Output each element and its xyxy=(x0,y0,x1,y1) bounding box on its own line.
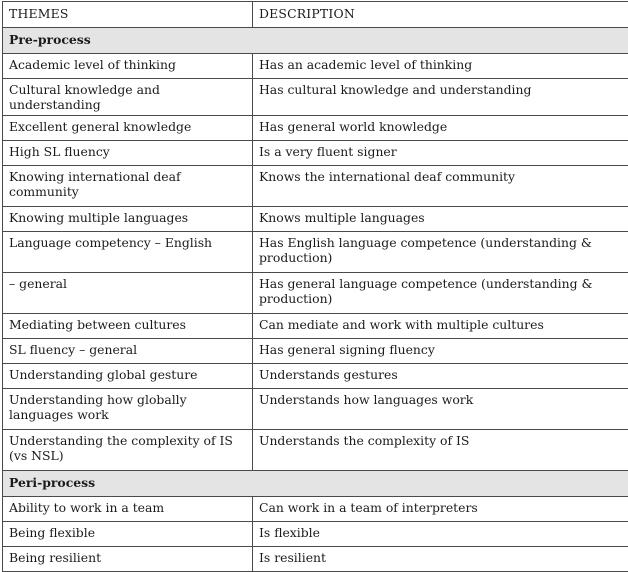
theme-cell: Knowing multiple languages xyxy=(3,207,253,232)
table-row xyxy=(3,497,628,522)
theme-cell: High SL fluency xyxy=(3,141,253,166)
section-title: Peri-process xyxy=(3,471,628,497)
theme-cell: Mediating between cultures xyxy=(3,314,253,339)
table-row xyxy=(3,79,628,116)
table-row xyxy=(3,547,628,572)
table-row xyxy=(3,232,628,273)
themes-table xyxy=(2,1,628,572)
theme-cell: Knowing international deaf community xyxy=(3,166,253,207)
theme-cell: Cultural knowledge and understanding xyxy=(3,79,253,116)
table-row xyxy=(3,430,628,471)
table-row xyxy=(3,314,628,339)
description-cell: Has an academic level of thinking xyxy=(253,54,628,79)
description-column-header: DESCRIPTION xyxy=(253,2,628,28)
description-cell: Is flexible xyxy=(253,522,628,547)
section-title: Pre-process xyxy=(3,28,628,54)
description-cell: Knows the international deaf community xyxy=(253,166,628,207)
theme-cell: Ability to work in a team xyxy=(3,497,253,522)
table-row xyxy=(3,54,628,79)
table-row xyxy=(3,522,628,547)
description-cell: Has general signing fluency xyxy=(253,339,628,364)
theme-cell: Being flexible xyxy=(3,522,253,547)
theme-cell: Understanding the complexity of IS (vs NSL) xyxy=(3,430,253,471)
table-row xyxy=(3,364,628,389)
table-row xyxy=(3,207,628,232)
theme-cell: Language competency – English xyxy=(3,232,253,273)
theme-cell: – general xyxy=(3,273,253,314)
table-row xyxy=(3,339,628,364)
section-row-pre-process xyxy=(3,28,628,54)
table-row xyxy=(3,141,628,166)
theme-cell: Being resilient xyxy=(3,547,253,572)
description-cell: Has general language competence (understanding & production) xyxy=(253,273,628,314)
theme-cell: Understanding global gesture xyxy=(3,364,253,389)
theme-cell: Excellent general knowledge xyxy=(3,116,253,141)
theme-cell: Academic level of thinking xyxy=(3,54,253,79)
table-row xyxy=(3,273,628,314)
description-cell: Knows multiple languages xyxy=(253,207,628,232)
section-row-peri-process xyxy=(3,471,628,497)
description-cell: Can mediate and work with multiple cultures xyxy=(253,314,628,339)
description-cell: Has English language competence (understanding & production) xyxy=(253,232,628,273)
description-cell: Has general world knowledge xyxy=(253,116,628,141)
theme-cell: SL fluency – general xyxy=(3,339,253,364)
header-row xyxy=(3,2,628,28)
table-row xyxy=(3,166,628,207)
description-cell: Has cultural knowledge and understanding xyxy=(253,79,628,116)
description-cell: Understands how languages work xyxy=(253,389,628,430)
themes-column-header: THEMES xyxy=(3,2,253,28)
description-cell: Can work in a team of interpreters xyxy=(253,497,628,522)
description-cell: Understands gestures xyxy=(253,364,628,389)
theme-cell: Understanding how globally languages work xyxy=(3,389,253,430)
table-row xyxy=(3,389,628,430)
description-cell: Is resilient xyxy=(253,547,628,572)
description-cell: Understands the complexity of IS xyxy=(253,430,628,471)
table-row xyxy=(3,116,628,141)
description-cell: Is a very fluent signer xyxy=(253,141,628,166)
